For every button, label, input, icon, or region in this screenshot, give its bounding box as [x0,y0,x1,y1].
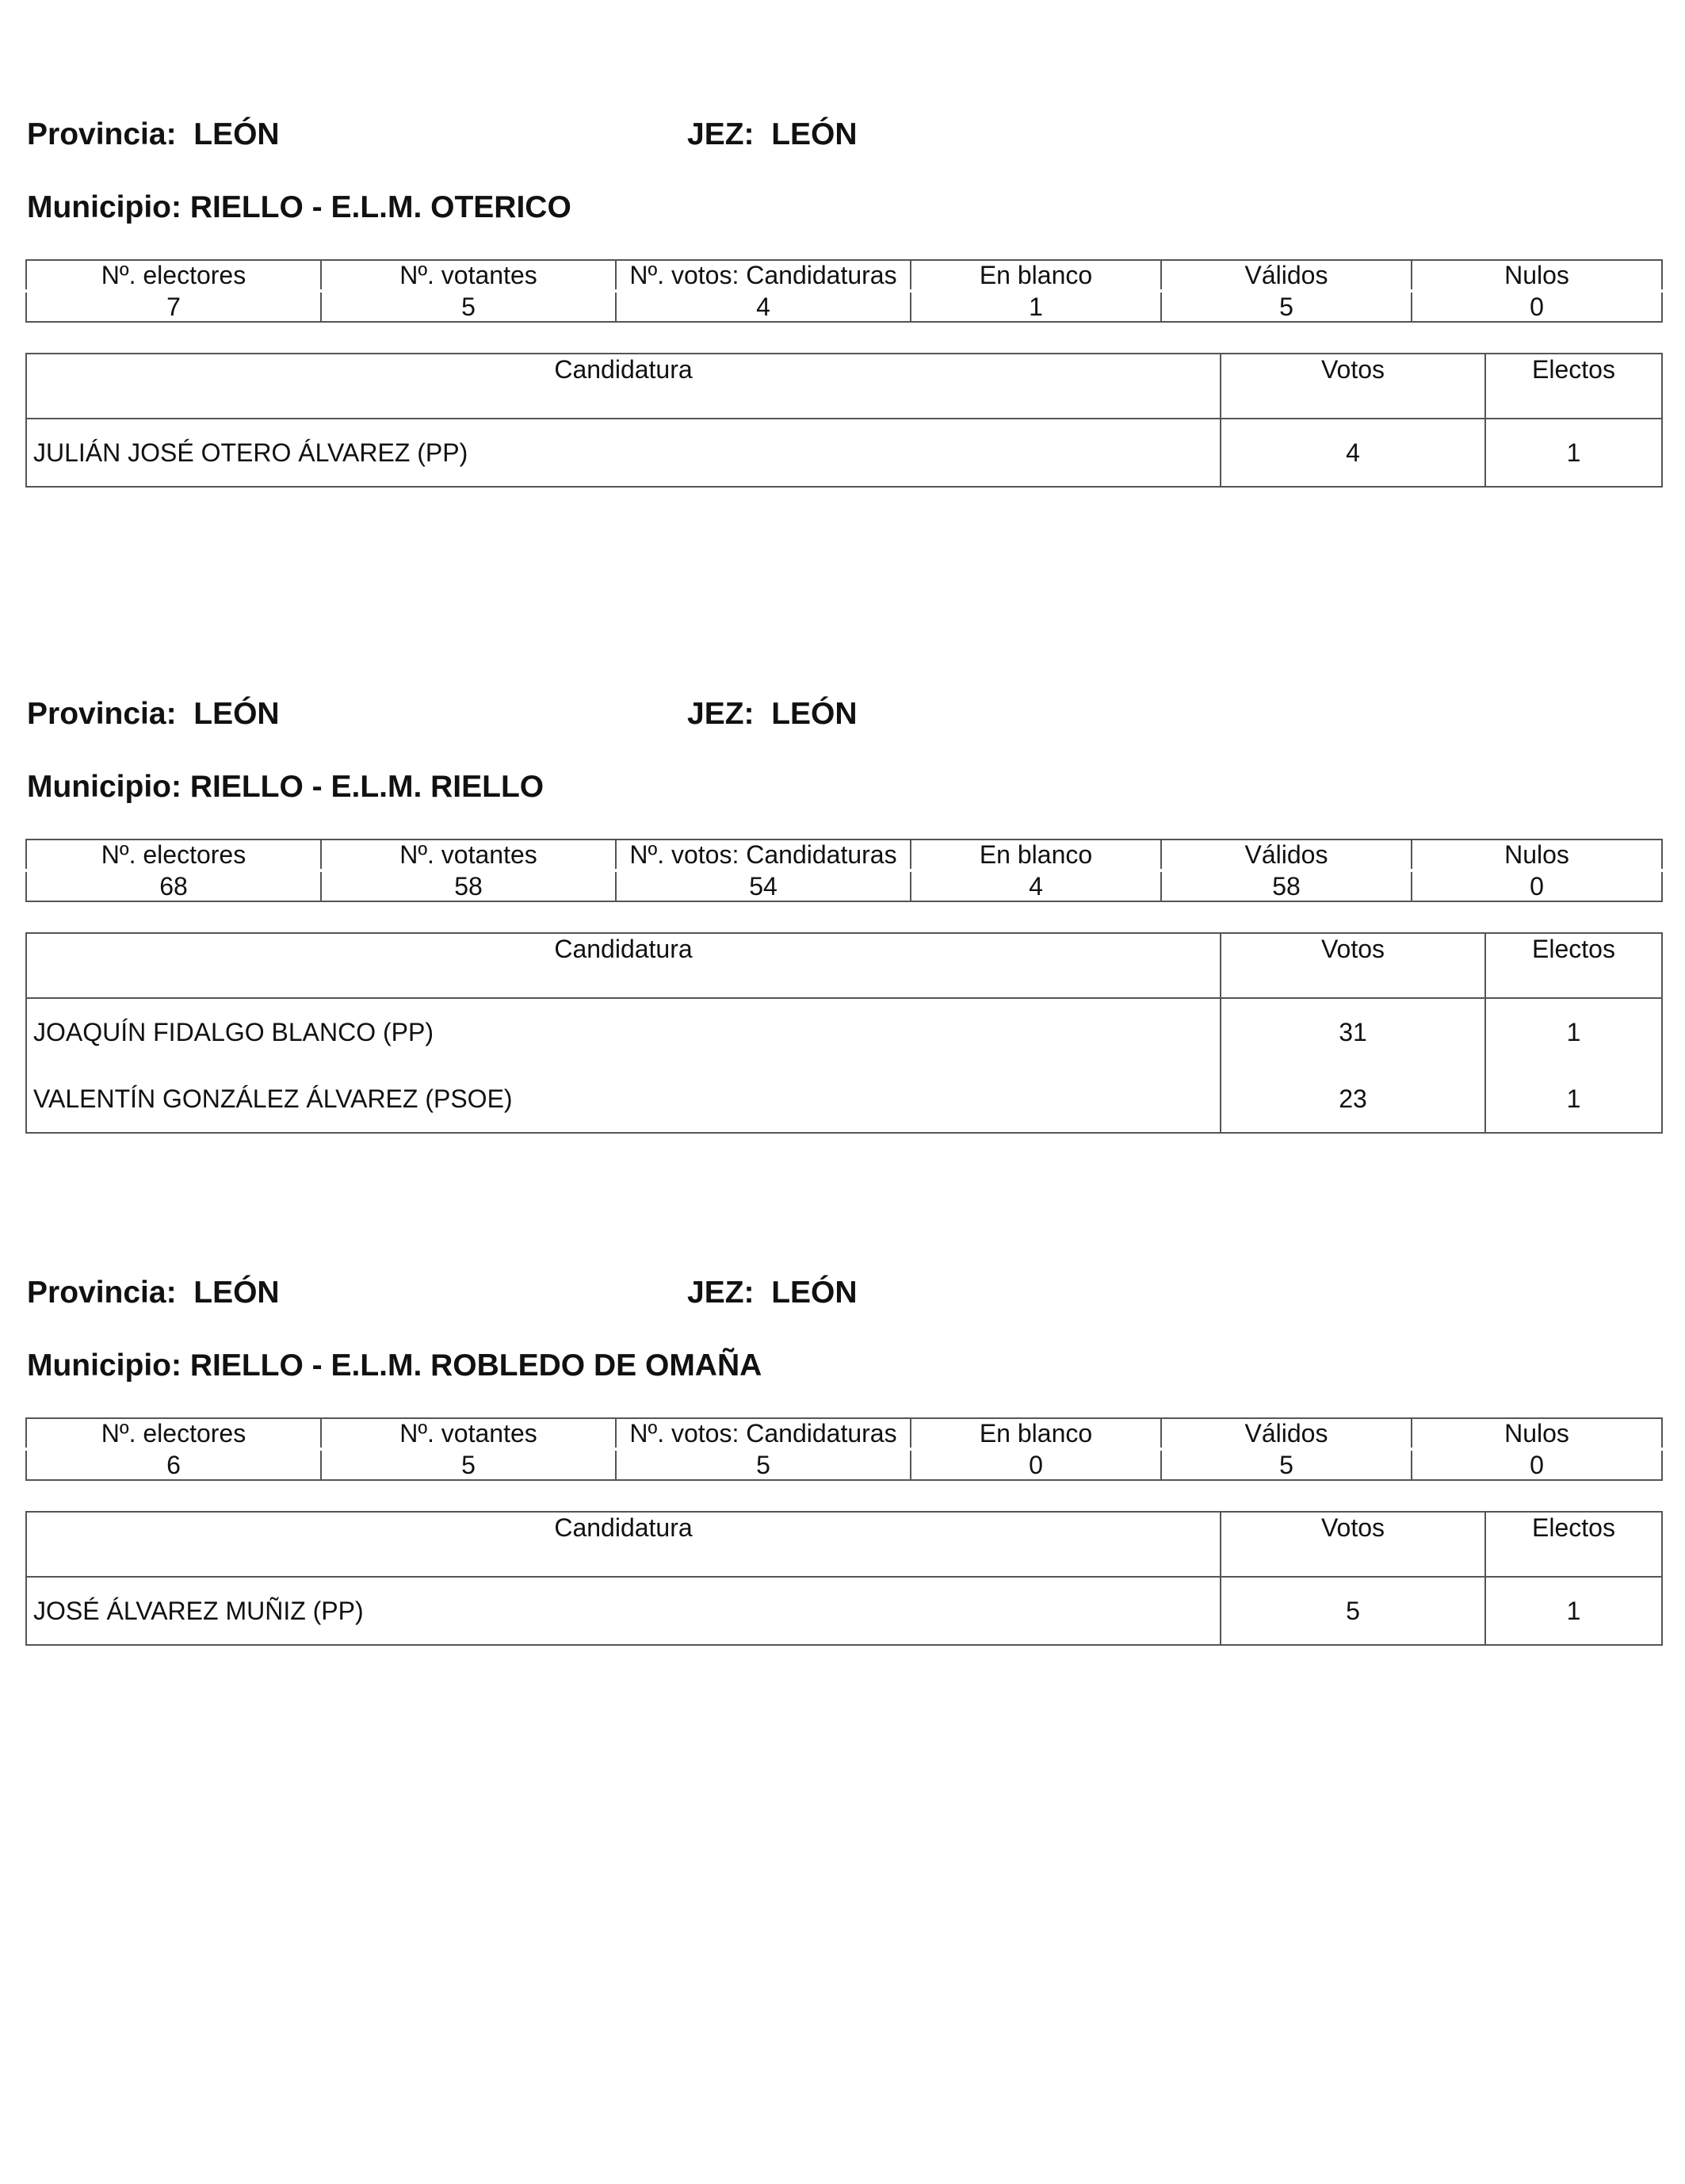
candidate-name: VALENTÍN GONZÁLEZ ÁLVAREZ (PSOE) [26,1065,1221,1133]
electos-header: Electos [1485,1512,1662,1577]
stats-electores-value: 68 [26,870,321,901]
provincia-value: LEÓN [193,117,280,151]
stats-en-blanco-value: 1 [911,291,1161,322]
municipio-line [27,763,544,811]
stats-header-validos: Válidos [1161,840,1412,870]
stats-table [25,839,1663,902]
stats-value-row [26,870,1662,901]
stats-header-en-blanco: En blanco [911,260,1161,291]
candidates-table [25,932,1663,1134]
municipio-label: Municipio: [27,770,181,804]
stats-table [25,259,1663,323]
provincia-label: Provincia: [27,697,177,731]
candidate-votes: 4 [1221,419,1485,487]
votos-header: Votos [1221,933,1485,998]
municipio-value: RIELLO - E.L.M. RIELLO [189,770,544,804]
candidate-electos: 1 [1485,1577,1662,1645]
candidate-votes: 5 [1221,1577,1485,1645]
candidate-name: JOSÉ ÁLVAREZ MUÑIZ (PP) [26,1577,1221,1645]
stats-header-row [26,260,1662,291]
stats-header-row [26,840,1662,870]
stats-header-nulos: Nulos [1412,1418,1662,1449]
provincia-line [27,1269,280,1317]
stats-header-votantes: Nº. votantes [321,840,616,870]
stats-header-votos-candidaturas: Nº. votos: Candidaturas [616,260,911,291]
stats-header-nulos: Nulos [1412,840,1662,870]
votos-header: Votos [1221,354,1485,419]
candidate-row [26,1577,1662,1645]
candidate-electos: 1 [1485,1065,1662,1133]
municipio-line [27,184,571,231]
jez-line [687,690,858,738]
candidate-name: JULIÁN JOSÉ OTERO ÁLVAREZ (PP) [26,419,1221,487]
candidate-row [26,419,1662,487]
candidate-electos: 1 [1485,998,1662,1065]
stats-en-blanco-value: 0 [911,1449,1161,1480]
votos-header: Votos [1221,1512,1485,1577]
jez-value: LEÓN [771,697,858,731]
jez-label: JEZ: [687,697,755,731]
candidates-header-row [26,354,1662,419]
stats-votantes-value: 5 [321,291,616,322]
stats-header-votos-candidaturas: Nº. votos: Candidaturas [616,1418,911,1449]
stats-header-en-blanco: En blanco [911,1418,1161,1449]
stats-nulos-value: 0 [1412,1449,1662,1480]
stats-validos-value: 5 [1161,1449,1412,1480]
stats-header-en-blanco: En blanco [911,840,1161,870]
stats-votantes-value: 5 [321,1449,616,1480]
jez-label: JEZ: [687,1276,755,1310]
stats-validos-value: 5 [1161,291,1412,322]
provincia-value: LEÓN [193,1276,280,1310]
stats-header-electores: Nº. electores [26,1418,321,1449]
candidate-row [26,998,1662,1065]
stats-header-electores: Nº. electores [26,840,321,870]
stats-header-votos-candidaturas: Nº. votos: Candidaturas [616,840,911,870]
stats-header-row [26,1418,1662,1449]
candidate-name: JOAQUÍN FIDALGO BLANCO (PP) [26,998,1221,1065]
section-header [25,111,1661,159]
candidate-electos: 1 [1485,419,1662,487]
stats-value-row [26,1449,1662,1480]
jez-label: JEZ: [687,117,755,151]
stats-header-nulos: Nulos [1412,260,1662,291]
candidates-header-row [26,1512,1662,1577]
candidate-row [26,1065,1662,1133]
stats-header-validos: Válidos [1161,1418,1412,1449]
stats-validos-value: 58 [1161,870,1412,901]
stats-votos-candidaturas-value: 4 [616,291,911,322]
electos-header: Electos [1485,933,1662,998]
jez-value: LEÓN [771,117,858,151]
jez-value: LEÓN [771,1276,858,1310]
section-header [25,690,1661,738]
stats-en-blanco-value: 4 [911,870,1161,901]
stats-table [25,1417,1663,1481]
candidates-header-row [26,933,1662,998]
municipio-value: RIELLO - E.L.M. ROBLEDO DE OMAÑA [189,1348,762,1383]
electos-header: Electos [1485,354,1662,419]
stats-votos-candidaturas-value: 54 [616,870,911,901]
municipio-label: Municipio: [27,190,181,224]
candidate-votes: 31 [1221,998,1485,1065]
provincia-line [27,111,280,159]
stats-header-validos: Válidos [1161,260,1412,291]
stats-electores-value: 7 [26,291,321,322]
stats-votos-candidaturas-value: 5 [616,1449,911,1480]
provincia-label: Provincia: [27,1276,177,1310]
municipio-line [27,1342,762,1390]
candidatura-header: Candidatura [26,933,1221,998]
municipio-label: Municipio: [27,1348,181,1383]
stats-electores-value: 6 [26,1449,321,1480]
candidatura-header: Candidatura [26,1512,1221,1577]
jez-line [687,111,858,159]
jez-line [687,1269,858,1317]
candidates-table [25,353,1663,488]
candidates-table [25,1511,1663,1646]
stats-nulos-value: 0 [1412,870,1662,901]
stats-votantes-value: 58 [321,870,616,901]
provincia-label: Provincia: [27,117,177,151]
provincia-line [27,690,280,738]
stats-header-electores: Nº. electores [26,260,321,291]
provincia-value: LEÓN [193,697,280,731]
candidate-votes: 23 [1221,1065,1485,1133]
section-header [25,1269,1661,1317]
candidatura-header: Candidatura [26,354,1221,419]
stats-header-votantes: Nº. votantes [321,260,616,291]
stats-value-row [26,291,1662,322]
stats-nulos-value: 0 [1412,291,1662,322]
municipio-value: RIELLO - E.L.M. OTERICO [189,190,571,224]
stats-header-votantes: Nº. votantes [321,1418,616,1449]
